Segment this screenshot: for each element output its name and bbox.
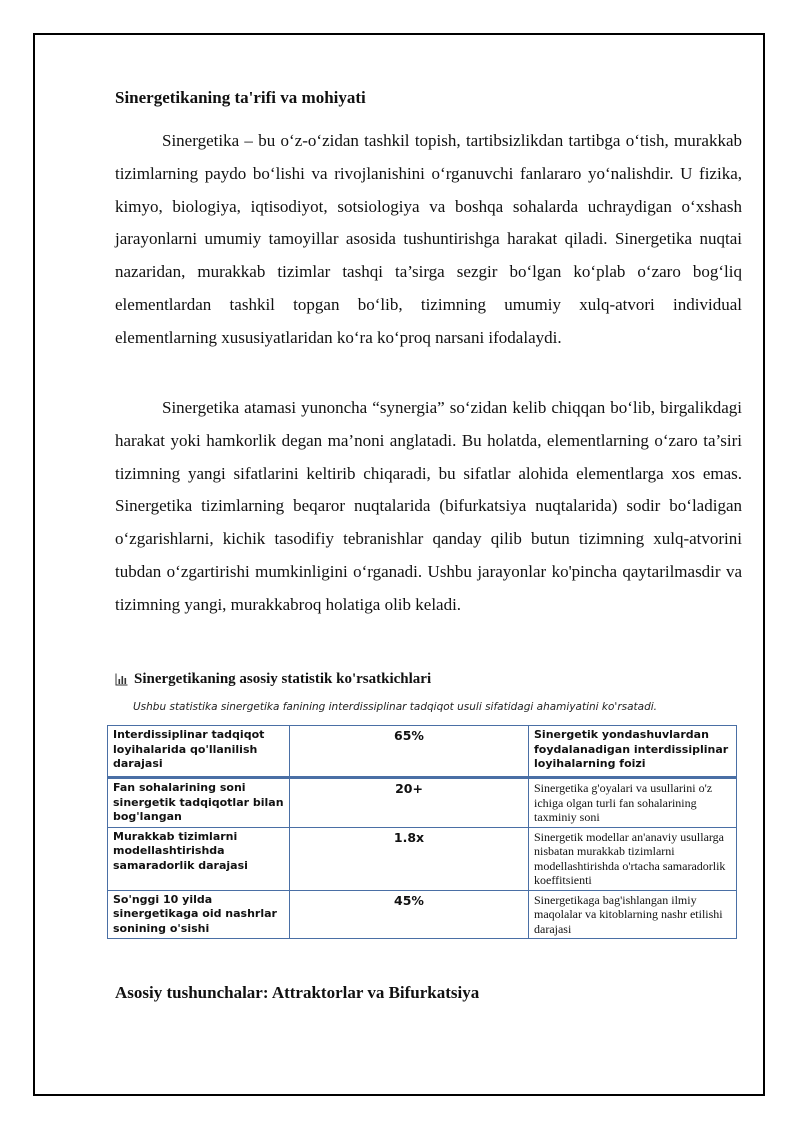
stat-value: 45%: [290, 890, 529, 939]
stat-label: Murakkab tizimlarni modellashtirishda samaradorlik darajasi: [108, 827, 290, 890]
stats-title-text: Sinergetikaning asosiy statistik ko'rsatkichlari: [134, 671, 432, 687]
table-row: [108, 726, 737, 778]
stat-description: Sinergetikaga bag'ishlangan ilmiy maqolalar va kitoblarning nashr etilishi darajasi: [529, 890, 737, 939]
bar-chart-icon: [115, 673, 128, 686]
stat-value: 1.8x: [290, 827, 529, 890]
table-row: [108, 778, 737, 828]
section-heading-definition: Sinergetikaning ta'rifi va mohiyati: [115, 88, 366, 107]
stat-description: Sinergetik modellar an'anaviy usullarga nisbatan murakkab tizimlarni modellashtirishda o'rtacha samaradorlik koeffitsienti: [529, 827, 737, 890]
table-row: [108, 827, 737, 890]
stat-value: 65%: [290, 726, 529, 778]
stat-description: Sinergetik yondashuvlardan foydalanadigan interdissiplinar loyihalarning foizi: [529, 726, 737, 778]
paragraph-definition: Sinergetika – bu o‘z-o‘zidan tashkil topish, tartibsizlikdan tartibga o‘tish, murakkab tizimlarning paydo bo‘lishi va rivojlanishini o‘rganuvchi fanlararo yo‘nalishdir. U fizika, kimyo, biologiya, iqtisodiyot, sotsiologiya va boshqa sohalarda uchraydigan o‘xshash jarayonlarni umumiy tamoyillar asosida tushuntirishga harakat qiladi. Sinergetika nuqtai nazaridan, murakkab tizimlar tashqi ta’sirga sezgir bo‘lgan ko‘plab o‘zaro bog‘liq elementlardan tashkil topgan bo‘lib, tizimning umumiy xulq-atvori individual elementlarning xususiyatlaridan ko‘ra ko‘proq narsani ifodalaydi.: [115, 131, 742, 347]
stat-label: Interdissiplinar tadqiqot loyihalarida qo'llanilish darajasi: [108, 726, 290, 778]
table-row: [108, 890, 737, 939]
stats-caption: Ushbu statistika sinergetika fanining interdissiplinar tadqiqot usuli sifatidagi ahamiyatini ko'rsatadi.: [133, 701, 658, 713]
paragraph-etymology: Sinergetika atamasi yunoncha “synergia” so‘zidan kelib chiqqan bo‘lib, birgalikdagi harakat yoki hamkorlik degan ma’noni anglatadi. Bu holatda, elementlarning o‘zaro ta’siri tizimning yangi sifatlarini keltirib chiqaradi, bu sifatlar alohida elementlarga xos emas. Sinergetika tizimlarning beqaror nuqtalarida (bifurkatsiya nuqtalarida) sodir bo‘ladigan o‘zgarishlarni, kichik tasodifiy tebranishlar qanday qilib butun tizimning xulq-atvorini tubdan o‘zgartirishi mumkinligini o‘rganadi. Ushbu jarayonlar ko'pincha qaytarilmasdir va tizimning yangi, murakkabroq holatiga olib keladi.: [115, 398, 742, 614]
stats-table: [107, 725, 737, 939]
stat-label: Fan sohalarining soni sinergetik tadqiqotlar bilan bog'langan: [108, 778, 290, 828]
stat-value: 20+: [290, 778, 529, 828]
stat-description: Sinergetika g'oyalari va usullarini o'z ichiga olgan turli fan sohalarining taxminiy soni: [529, 778, 737, 828]
section-heading-attractors: Asosiy tushunchalar: Attraktorlar va Bifurkatsiya: [115, 983, 480, 1002]
stats-title: [115, 671, 431, 688]
stat-label: So'nggi 10 yilda sinergetikaga oid nashrlar sonining o'sishi: [108, 890, 290, 939]
